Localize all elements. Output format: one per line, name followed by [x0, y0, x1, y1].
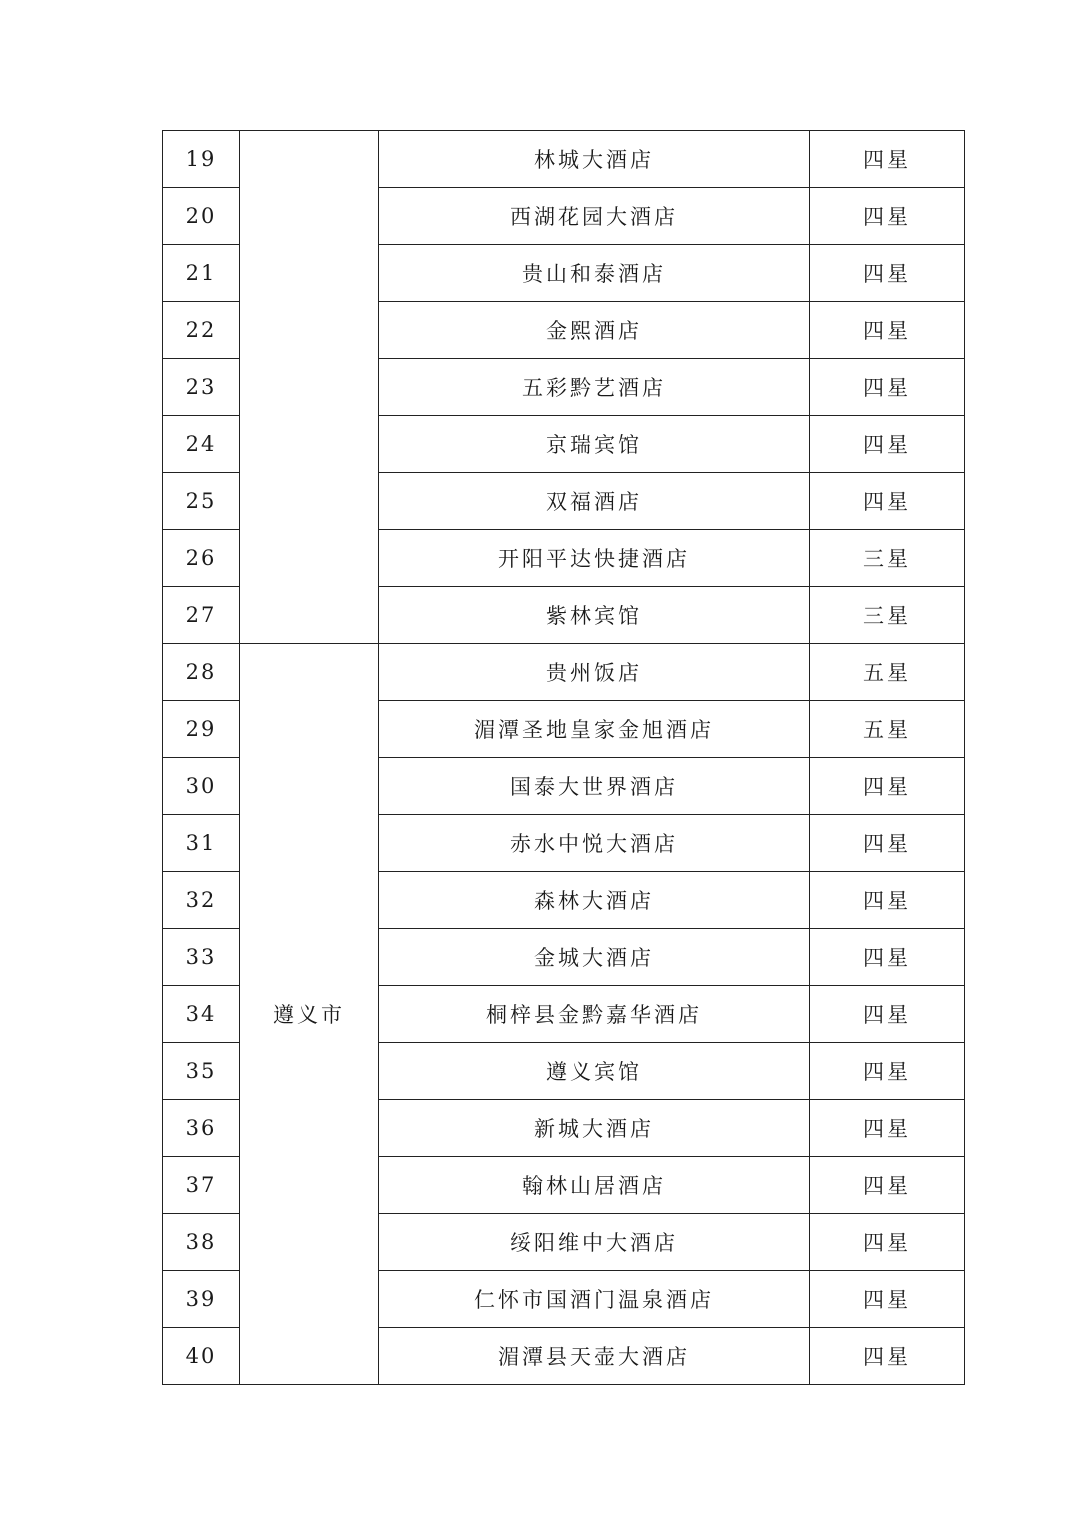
hotel-name-cell: 仁怀市国酒门温泉酒店	[379, 1271, 810, 1328]
hotel-name-cell: 新城大酒店	[379, 1100, 810, 1157]
star-rating-cell: 四星	[810, 815, 965, 872]
row-number-cell: 38	[163, 1214, 240, 1271]
star-rating-cell: 四星	[810, 473, 965, 530]
star-rating-cell: 三星	[810, 530, 965, 587]
hotel-name-cell: 开阳平达快捷酒店	[379, 530, 810, 587]
row-number-cell: 29	[163, 701, 240, 758]
star-rating-cell: 四星	[810, 302, 965, 359]
hotel-name-cell: 林城大酒店	[379, 131, 810, 188]
star-rating-cell: 四星	[810, 1214, 965, 1271]
row-number-cell: 27	[163, 587, 240, 644]
hotel-name-cell: 五彩黔艺酒店	[379, 359, 810, 416]
star-rating-cell: 四星	[810, 416, 965, 473]
star-rating-cell: 四星	[810, 1043, 965, 1100]
star-rating-cell: 四星	[810, 1100, 965, 1157]
hotel-name-cell: 双福酒店	[379, 473, 810, 530]
row-number-cell: 36	[163, 1100, 240, 1157]
star-rating-cell: 五星	[810, 701, 965, 758]
row-number-cell: 34	[163, 986, 240, 1043]
hotel-name-cell: 贵州饭店	[379, 644, 810, 701]
star-rating-cell: 四星	[810, 758, 965, 815]
table-body	[163, 131, 965, 1385]
table-row	[163, 644, 965, 701]
hotel-name-cell: 湄潭县天壶大酒店	[379, 1328, 810, 1385]
star-rating-cell: 四星	[810, 245, 965, 302]
hotel-name-cell: 京瑞宾馆	[379, 416, 810, 473]
row-number-cell: 22	[163, 302, 240, 359]
row-number-cell: 24	[163, 416, 240, 473]
row-number-cell: 30	[163, 758, 240, 815]
city-cell: 遵义市	[240, 644, 379, 1385]
hotel-name-cell: 湄潭圣地皇家金旭酒店	[379, 701, 810, 758]
hotel-name-cell: 金熙酒店	[379, 302, 810, 359]
hotel-name-cell: 桐梓县金黔嘉华酒店	[379, 986, 810, 1043]
row-number-cell: 33	[163, 929, 240, 986]
row-number-cell: 35	[163, 1043, 240, 1100]
star-rating-cell: 四星	[810, 1271, 965, 1328]
row-number-cell: 37	[163, 1157, 240, 1214]
star-rating-cell: 四星	[810, 1157, 965, 1214]
row-number-cell: 40	[163, 1328, 240, 1385]
star-rating-cell: 四星	[810, 188, 965, 245]
row-number-cell: 31	[163, 815, 240, 872]
star-rating-cell: 四星	[810, 986, 965, 1043]
hotel-name-cell: 贵山和泰酒店	[379, 245, 810, 302]
row-number-cell: 26	[163, 530, 240, 587]
hotel-rating-table	[162, 130, 965, 1385]
row-number-cell: 39	[163, 1271, 240, 1328]
hotel-name-cell: 西湖花园大酒店	[379, 188, 810, 245]
star-rating-cell: 五星	[810, 644, 965, 701]
table-row	[163, 131, 965, 188]
row-number-cell: 20	[163, 188, 240, 245]
star-rating-cell: 三星	[810, 587, 965, 644]
star-rating-cell: 四星	[810, 872, 965, 929]
star-rating-cell: 四星	[810, 1328, 965, 1385]
row-number-cell: 19	[163, 131, 240, 188]
hotel-name-cell: 遵义宾馆	[379, 1043, 810, 1100]
star-rating-cell: 四星	[810, 359, 965, 416]
row-number-cell: 23	[163, 359, 240, 416]
city-cell	[240, 131, 379, 644]
row-number-cell: 25	[163, 473, 240, 530]
hotel-name-cell: 绥阳维中大酒店	[379, 1214, 810, 1271]
hotel-name-cell: 国泰大世界酒店	[379, 758, 810, 815]
hotel-name-cell: 金城大酒店	[379, 929, 810, 986]
row-number-cell: 28	[163, 644, 240, 701]
hotel-name-cell: 森林大酒店	[379, 872, 810, 929]
row-number-cell: 21	[163, 245, 240, 302]
star-rating-cell: 四星	[810, 131, 965, 188]
hotel-name-cell: 赤水中悦大酒店	[379, 815, 810, 872]
hotel-name-cell: 紫林宾馆	[379, 587, 810, 644]
star-rating-cell: 四星	[810, 929, 965, 986]
hotel-name-cell: 翰林山居酒店	[379, 1157, 810, 1214]
row-number-cell: 32	[163, 872, 240, 929]
